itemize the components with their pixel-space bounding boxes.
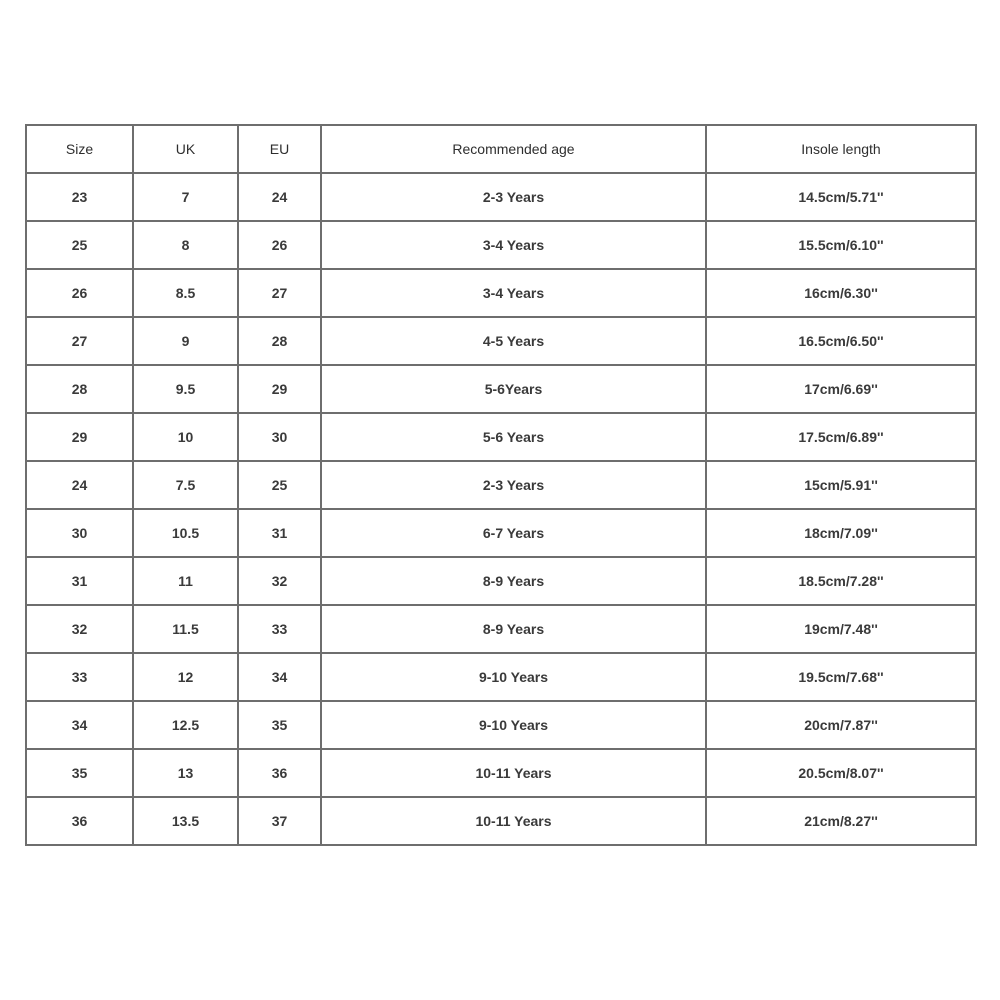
size-cell: 30 — [26, 509, 133, 557]
table-row — [26, 797, 976, 845]
eu-cell: 28 — [238, 317, 321, 365]
header-insole-length: Insole length — [706, 125, 976, 173]
table-row — [26, 605, 976, 653]
recommended-age-cell: 5-6Years — [321, 365, 706, 413]
insole-length-cell: 18cm/7.09'' — [706, 509, 976, 557]
recommended-age-cell: 2-3 Years — [321, 173, 706, 221]
size-cell: 31 — [26, 557, 133, 605]
recommended-age-cell: 10-11 Years — [321, 797, 706, 845]
size-cell: 28 — [26, 365, 133, 413]
uk-cell: 8.5 — [133, 269, 238, 317]
recommended-age-cell: 9-10 Years — [321, 701, 706, 749]
recommended-age-cell: 8-9 Years — [321, 557, 706, 605]
table-row — [26, 413, 976, 461]
recommended-age-cell: 6-7 Years — [321, 509, 706, 557]
recommended-age-cell: 3-4 Years — [321, 221, 706, 269]
eu-cell: 35 — [238, 701, 321, 749]
recommended-age-cell: 9-10 Years — [321, 653, 706, 701]
table-body — [26, 173, 976, 845]
size-cell: 23 — [26, 173, 133, 221]
uk-cell: 7.5 — [133, 461, 238, 509]
insole-length-cell: 17cm/6.69'' — [706, 365, 976, 413]
insole-length-cell: 21cm/8.27'' — [706, 797, 976, 845]
uk-cell: 12 — [133, 653, 238, 701]
size-cell: 26 — [26, 269, 133, 317]
table-row — [26, 557, 976, 605]
uk-cell: 10 — [133, 413, 238, 461]
uk-cell: 11.5 — [133, 605, 238, 653]
recommended-age-cell: 10-11 Years — [321, 749, 706, 797]
recommended-age-cell: 2-3 Years — [321, 461, 706, 509]
size-cell: 36 — [26, 797, 133, 845]
size-chart-table — [25, 124, 977, 846]
eu-cell: 37 — [238, 797, 321, 845]
eu-cell: 25 — [238, 461, 321, 509]
uk-cell: 9.5 — [133, 365, 238, 413]
recommended-age-cell: 3-4 Years — [321, 269, 706, 317]
size-cell: 24 — [26, 461, 133, 509]
size-cell: 32 — [26, 605, 133, 653]
uk-cell: 7 — [133, 173, 238, 221]
insole-length-cell: 15.5cm/6.10'' — [706, 221, 976, 269]
table-header — [26, 125, 976, 173]
insole-length-cell: 20cm/7.87'' — [706, 701, 976, 749]
uk-cell: 9 — [133, 317, 238, 365]
header-row — [26, 125, 976, 173]
insole-length-cell: 18.5cm/7.28'' — [706, 557, 976, 605]
eu-cell: 30 — [238, 413, 321, 461]
table-row — [26, 461, 976, 509]
eu-cell: 24 — [238, 173, 321, 221]
insole-length-cell: 14.5cm/5.71'' — [706, 173, 976, 221]
uk-cell: 10.5 — [133, 509, 238, 557]
size-cell: 35 — [26, 749, 133, 797]
header-recommended-age: Recommended age — [321, 125, 706, 173]
eu-cell: 34 — [238, 653, 321, 701]
eu-cell: 36 — [238, 749, 321, 797]
size-cell: 25 — [26, 221, 133, 269]
header-eu: EU — [238, 125, 321, 173]
insole-length-cell: 20.5cm/8.07'' — [706, 749, 976, 797]
table-row — [26, 317, 976, 365]
header-uk: UK — [133, 125, 238, 173]
size-cell: 34 — [26, 701, 133, 749]
table-row — [26, 749, 976, 797]
uk-cell: 13 — [133, 749, 238, 797]
recommended-age-cell: 5-6 Years — [321, 413, 706, 461]
uk-cell: 8 — [133, 221, 238, 269]
table-row — [26, 221, 976, 269]
insole-length-cell: 16cm/6.30'' — [706, 269, 976, 317]
insole-length-cell: 19cm/7.48'' — [706, 605, 976, 653]
eu-cell: 27 — [238, 269, 321, 317]
uk-cell: 13.5 — [133, 797, 238, 845]
insole-length-cell: 17.5cm/6.89'' — [706, 413, 976, 461]
table-row — [26, 653, 976, 701]
uk-cell: 11 — [133, 557, 238, 605]
recommended-age-cell: 4-5 Years — [321, 317, 706, 365]
table-row — [26, 701, 976, 749]
size-cell: 29 — [26, 413, 133, 461]
insole-length-cell: 19.5cm/7.68'' — [706, 653, 976, 701]
eu-cell: 31 — [238, 509, 321, 557]
table-row — [26, 173, 976, 221]
eu-cell: 26 — [238, 221, 321, 269]
eu-cell: 29 — [238, 365, 321, 413]
insole-length-cell: 15cm/5.91'' — [706, 461, 976, 509]
table-row — [26, 269, 976, 317]
uk-cell: 12.5 — [133, 701, 238, 749]
eu-cell: 32 — [238, 557, 321, 605]
table-row — [26, 365, 976, 413]
size-cell: 33 — [26, 653, 133, 701]
insole-length-cell: 16.5cm/6.50'' — [706, 317, 976, 365]
table-row — [26, 509, 976, 557]
eu-cell: 33 — [238, 605, 321, 653]
size-cell: 27 — [26, 317, 133, 365]
header-size: Size — [26, 125, 133, 173]
recommended-age-cell: 8-9 Years — [321, 605, 706, 653]
